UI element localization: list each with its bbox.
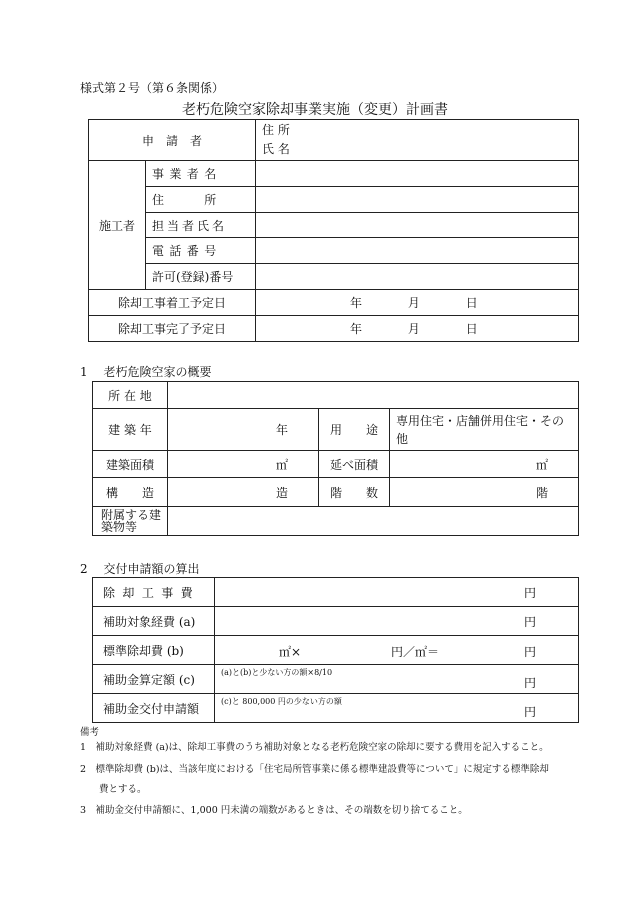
calculation-table — [92, 577, 579, 723]
person-in-charge-field[interactable] — [256, 213, 579, 238]
end-date-field[interactable] — [256, 316, 579, 342]
location-label: 所 在 地 — [93, 382, 168, 409]
license-number-label: 許可(登録)番号 — [146, 264, 256, 290]
standard-cost-unit: 円 — [523, 645, 536, 659]
built-year-label: 建 築 年 — [93, 409, 168, 451]
subsidy-calc-label: 補助金算定額 (c) — [93, 665, 215, 694]
start-date-label: 除却工事着工予定日 — [89, 290, 256, 316]
end-month: 月 — [407, 322, 420, 336]
use-label: 用 途 — [319, 409, 390, 451]
standard-cost-label: 標準除却費 (b) — [93, 636, 215, 665]
structure-unit: 造 — [275, 485, 288, 500]
floor-area-label: 延べ面積 — [319, 451, 390, 478]
company-name-field[interactable] — [256, 161, 579, 187]
contractor-group-label: 施工者 — [89, 161, 146, 290]
phone-label: 電話番号 — [146, 238, 256, 264]
demolition-cost-field[interactable] — [215, 578, 579, 607]
phone-field[interactable] — [256, 238, 579, 264]
note-1: 1 補助対象経費 (a)は、除却工事費のうち補助対象となる老朽危険空家の除却に要する費用を記入すること。 — [80, 742, 549, 753]
note-2-cont: 費とする。 — [80, 784, 147, 795]
end-year: 年 — [350, 322, 363, 336]
subsidy-calc-unit: 円 — [523, 676, 536, 690]
contractor-address-field[interactable] — [256, 187, 579, 213]
end-date-label: 除却工事完了予定日 — [89, 316, 256, 342]
built-year-unit: 年 — [275, 423, 288, 437]
std-formula-area: ㎡× — [279, 645, 302, 659]
company-name-label: 事業者名 — [146, 161, 256, 187]
use-value[interactable]: 専用住宅・店舗併用住宅・その他 — [390, 409, 579, 451]
end-day: 日 — [465, 322, 478, 336]
annex-label: 附属する建築物等 — [93, 507, 168, 536]
notes-heading: 備考 — [80, 727, 100, 738]
start-year: 年 — [350, 296, 363, 310]
built-year-field[interactable] — [168, 409, 319, 451]
license-number-field[interactable] — [256, 264, 579, 290]
form-number: 様式第２号（第６条関係） — [80, 81, 225, 95]
floor-area-field[interactable] — [390, 451, 579, 478]
structure-label: 構 造 — [93, 478, 168, 507]
floor-area-unit: ㎡ — [536, 457, 549, 472]
eligible-cost-field[interactable] — [215, 607, 579, 636]
eligible-cost-label: 補助対象経費 (a) — [93, 607, 215, 636]
person-in-charge-label: 担当者氏名 — [146, 213, 256, 238]
applicant-info-cell[interactable] — [256, 120, 579, 161]
contractor-address-label: 住 所 — [146, 187, 256, 213]
address-label: 住 所 — [262, 123, 290, 137]
demolition-cost-label: 除 却 工 事 費 — [93, 578, 215, 607]
building-area-field[interactable] — [168, 451, 319, 478]
applicant-label: 申 請 者 — [89, 120, 256, 161]
location-field[interactable] — [168, 382, 579, 409]
note-3: 3 補助金交付申請額に、1,000 円未満の端数があるときは、その端数を切り捨てること。 — [80, 805, 468, 816]
floors-label: 階 数 — [319, 478, 390, 507]
section2-heading: 2 交付申請額の算出 — [80, 562, 200, 576]
start-day: 日 — [465, 296, 478, 310]
standard-cost-field[interactable] — [215, 636, 579, 665]
building-area-label: 建築面積 — [93, 451, 168, 478]
page-title: 老朽危険空家除却事業実施（変更）計画書 — [182, 102, 448, 118]
floors-field[interactable] — [390, 478, 579, 507]
note-2: 2 標準除却費 (b)は、当該年度における「住宅局所管事業に係る標準建設費等について」に規定する標準除却 — [80, 764, 549, 775]
section1-heading: 1 老朽危険空家の概要 — [80, 365, 212, 379]
overview-table — [92, 381, 579, 536]
building-area-unit: ㎡ — [275, 457, 288, 472]
name-label: 氏 名 — [262, 142, 290, 156]
std-formula-rate: 円／㎡＝ — [391, 645, 440, 659]
start-month: 月 — [407, 296, 420, 310]
application-amount-note: (c)と 800,000 円の少ない方の額 — [221, 697, 342, 706]
floors-unit: 階 — [536, 485, 549, 500]
start-date-field[interactable] — [256, 290, 579, 316]
structure-field[interactable] — [168, 478, 319, 507]
application-amount-field[interactable] — [215, 694, 579, 723]
application-amount-label: 補助金交付申請額 — [93, 694, 215, 723]
subsidy-calc-note: (a)と(b)と少ない方の額×8/10 — [221, 668, 333, 677]
application-amount-unit: 円 — [523, 705, 536, 719]
demolition-cost-unit: 円 — [523, 585, 536, 600]
applicant-table — [88, 119, 579, 342]
subsidy-calc-field[interactable] — [215, 665, 579, 694]
eligible-cost-unit: 円 — [523, 614, 536, 629]
annex-field[interactable] — [168, 507, 579, 536]
